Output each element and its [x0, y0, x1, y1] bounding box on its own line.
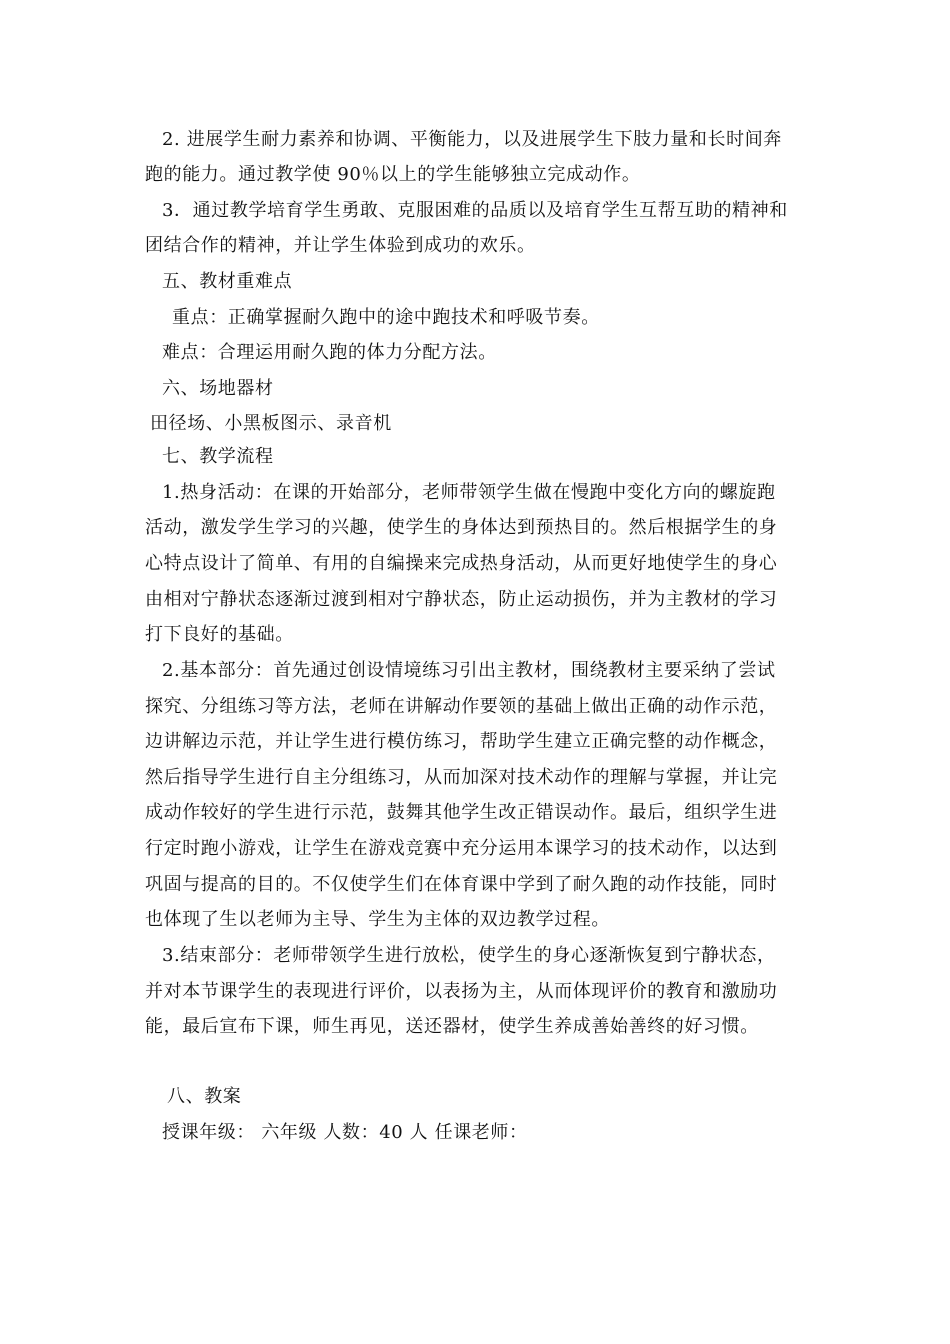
- basic-line-5: 成动作较好的学生进行示范，鼓舞其他学生改正错误动作。最后，组织学生进: [145, 802, 778, 823]
- basic-line-7: 巩固与提高的目的。不仅使学生们在体育课中学到了耐久跑的动作技能，同时: [145, 874, 778, 895]
- goal-2-line-1: 2. 进展学生耐力素养和协调、平衡能力，以及进展学生下肢力量和长时间奔: [162, 129, 782, 150]
- goal-2-line-2: 跑的能力。通过教学使 90％以上的学生能够独立完成动作。: [145, 164, 641, 185]
- section-7-heading: 七、教学流程: [162, 446, 274, 467]
- basic-line-2: 探究、分组练习等方法，老师在讲解动作要领的基础上做出正确的动作示范，: [145, 696, 778, 717]
- basic-line-3: 边讲解边示范，并让学生进行模仿练习，帮助学生建立正确完整的动作概念，: [145, 731, 778, 752]
- warmup-line-5: 打下良好的基础。: [145, 624, 294, 645]
- warmup-line-1: 1.热身活动：在课的开始部分，老师带领学生做在慢跑中变化方向的螺旋跑: [162, 482, 776, 503]
- ending-line-1: 3.结束部分：老师带领学生进行放松，使学生的身心逐渐恢复到宁静状态，: [162, 945, 776, 966]
- warmup-line-3: 心特点设计了简单、有用的自编操来完成热身活动，从而更好地使学生的身心: [145, 553, 778, 574]
- warmup-line-4: 由相对宁静状态逐渐过渡到相对宁静状态，防止运动损伤，并为主教材的学习: [145, 589, 778, 610]
- ending-line-2: 并对本节课学生的表现进行评价，以表扬为主，从而体现评价的教育和激励功: [145, 981, 778, 1002]
- basic-line-4: 然后指导学生进行自主分组练习，从而加深对技术动作的理解与掌握，并让完: [145, 767, 778, 788]
- warmup-line-2: 活动，激发学生学习的兴趣，使学生的身体达到预热目的。然后根据学生的身: [145, 517, 778, 538]
- ending-line-3: 能，最后宣布下课，师生再见，送还器材，使学生养成善始善终的好习惯。: [145, 1016, 759, 1037]
- basic-line-1: 2.基本部分：首先通过创设情境练习引出主教材，围绕教材主要采纳了尝试: [162, 660, 776, 681]
- class-info-line: 授课年级： 六年级 人数：40 人 任课老师：: [162, 1122, 528, 1143]
- basic-line-6: 行定时跑小游戏，让学生在游戏竞赛中充分运用本课学习的技术动作，以达到: [145, 838, 778, 859]
- key-point-line: 重点：正确掌握耐久跑中的途中跑技术和呼吸节奏。: [172, 307, 600, 328]
- equipment-line: 田径场、小黑板图示、录音机: [150, 413, 392, 434]
- goal-3-line-1: 3．通过教学培育学生勇敢、克服困难的品质以及培育学生互帮互助的精神和: [162, 200, 788, 221]
- difficulty-line: 难点：合理运用耐久跑的体力分配方法。: [162, 342, 497, 363]
- section-6-heading: 六、场地器材: [162, 378, 274, 399]
- goal-3-line-2: 团结合作的精神，并让学生体验到成功的欢乐。: [145, 235, 536, 256]
- section-5-heading: 五、教材重难点: [162, 271, 293, 292]
- section-8-heading: 八、教案: [167, 1086, 242, 1107]
- basic-line-8: 也体现了生以老师为主导、学生为主体的双边教学过程。: [145, 909, 610, 930]
